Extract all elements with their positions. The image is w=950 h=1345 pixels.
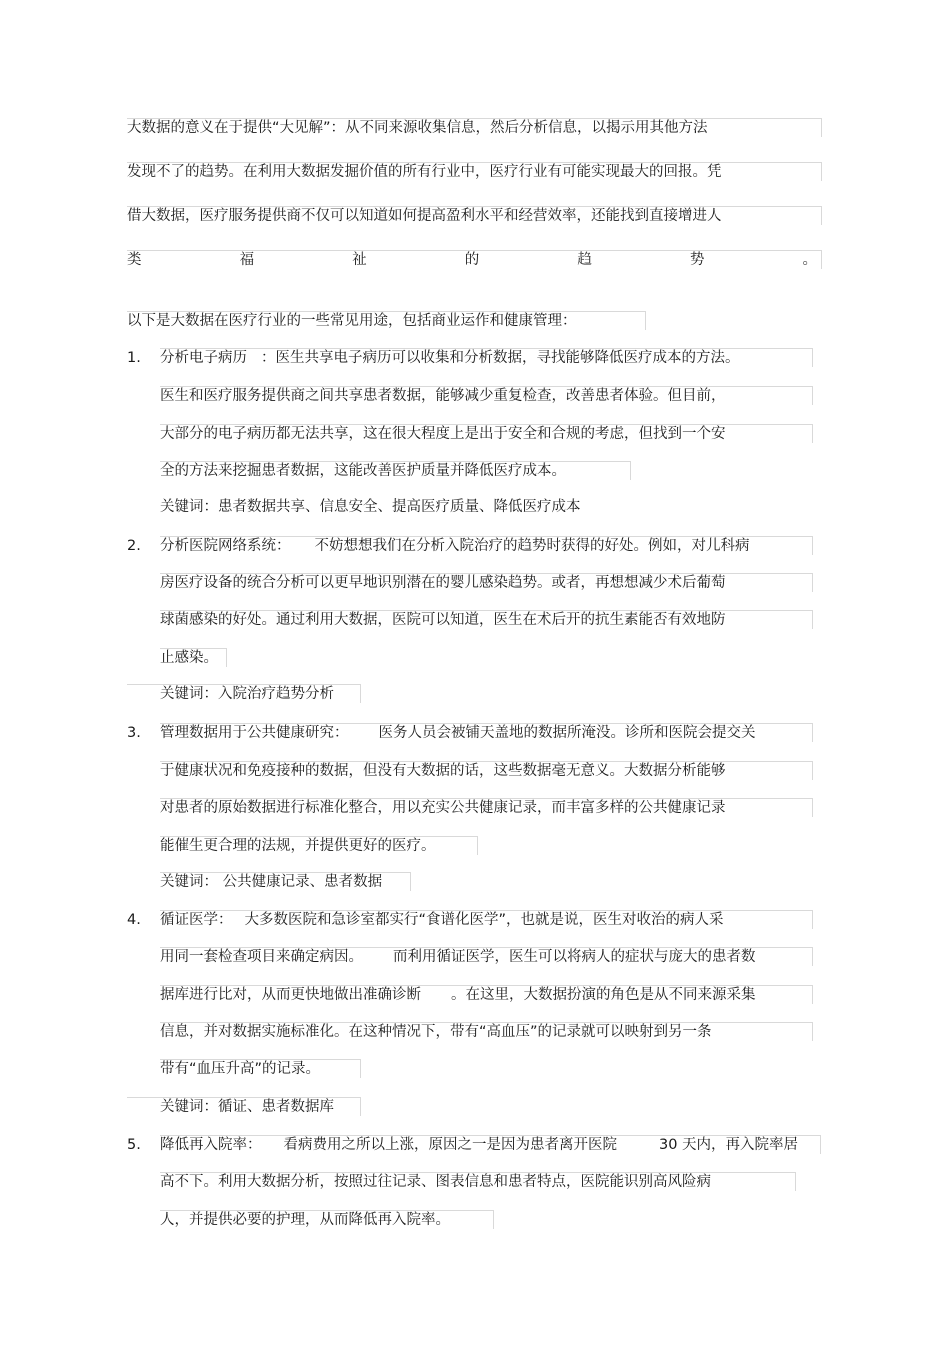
item-title: 分析医院网络系统： bbox=[160, 538, 291, 554]
item-number: 1. bbox=[127, 350, 141, 366]
item-text: 看病费用之所以上涨，原因之一是因为患者离开医院 bbox=[283, 1137, 617, 1153]
intro-line-2: 发现不了的趋势。在利用大数据发掘价值的所有行业中，医疗行业有可能实现最大的回报。凭 bbox=[127, 164, 722, 180]
item-4-first-line bbox=[160, 910, 724, 930]
item-text: 据库进行比对，从而更快地做出准确诊断 bbox=[160, 987, 421, 1003]
intro-line-3: 借大数据，医疗服务提供商不仅可以知道如何提高盈利水平和经营效率，还能找到直接增进人 bbox=[127, 208, 722, 224]
item-line: 医生和医疗服务提供商之间共享患者数据，能够减少重复检查，改善患者体验。但目前， bbox=[160, 388, 726, 404]
item-line: 带有“血压升高”的记录。 bbox=[160, 1061, 321, 1077]
spread-char: 祉 bbox=[352, 252, 367, 268]
item-keywords: 关键词：循证、患者数据库 bbox=[160, 1099, 334, 1115]
spread-char: 福 bbox=[239, 252, 255, 268]
item-line: 全的方法来挖掘患者数据，这能改善医护质量并降低医疗成本。 bbox=[160, 463, 566, 479]
spread-char: 类 bbox=[127, 252, 142, 268]
item-2-first-line bbox=[160, 536, 750, 556]
item-line: 止感染。 bbox=[160, 650, 218, 666]
item-title: 管理数据用于公共健康研究： bbox=[160, 725, 349, 741]
item-text: 而利用循证医学，医生可以将病人的症状与庞大的患者数 bbox=[393, 949, 756, 965]
spread-char: 趋 bbox=[577, 252, 592, 268]
spread-char: 。 bbox=[802, 252, 817, 268]
intro-line-4-justified bbox=[127, 250, 817, 270]
item-3-first-line bbox=[160, 723, 756, 743]
item-line bbox=[160, 947, 756, 967]
item-line: 高不下。利用大数据分析，按照过往记录、图表信息和患者特点，医院能识别高风险病 bbox=[160, 1174, 711, 1190]
item-line: 球菌感染的好处。通过利用大数据，医院可以知道，医生在术后开的抗生素能否有效地防 bbox=[160, 612, 726, 628]
item-line: 对患者的原始数据进行标准化整合，用以充实公共健康记录，而丰富多样的公共健康记录 bbox=[160, 800, 726, 816]
item-number: 4. bbox=[127, 912, 141, 928]
intro-line-1: 大数据的意义在于提供“大见解”：从不同来源收集信息，然后分析信息，以揭示用其他方法 bbox=[127, 120, 708, 136]
item-keywords: 关键词： 公共健康记录、患者数据 bbox=[160, 874, 383, 890]
item-text: 医务人员会被铺天盖地的数据所淹没。诊所和医院会提交关 bbox=[378, 725, 756, 741]
item-line: 能催生更合理的法规，并提供更好的医疗。 bbox=[160, 838, 436, 854]
item-line: 房医疗设备的统合分析可以更早地识别潜在的婴儿感染趋势。或者，再想想减少术后葡萄 bbox=[160, 575, 726, 591]
item-title: 分析电子病历 bbox=[160, 350, 247, 366]
item-line: 信息，并对数据实施标准化。在这种情况下，带有“高血压”的记录就可以映射到另一条 bbox=[160, 1024, 712, 1040]
item-title: 循证医学： bbox=[160, 912, 233, 928]
item-line: 人，并提供必要的护理，从而降低再入院率。 bbox=[160, 1212, 450, 1228]
item-line bbox=[160, 985, 756, 1005]
item-text: 30 天内，再入院率居 bbox=[659, 1137, 799, 1153]
item-title: 降低再入院率： bbox=[160, 1137, 262, 1153]
item-number: 3. bbox=[127, 725, 141, 741]
item-number: 5. bbox=[127, 1137, 141, 1153]
spread-char: 的 bbox=[464, 252, 480, 268]
item-line: 大部分的电子病历都无法共享，这在很大程度上是出于安全和合规的考虑，但找到一个安 bbox=[160, 426, 726, 442]
spread-char: 势 bbox=[689, 252, 705, 268]
item-text: 。在这里，大数据扮演的角色是从不同来源采集 bbox=[451, 987, 756, 1003]
item-text: 不妨想想我们在分析入院治疗的趋势时获得的好处。例如，对儿科病 bbox=[314, 538, 750, 554]
item-text: ：医生共享电子病历可以收集和分析数据，寻找能够降低医疗成本的方法。 bbox=[261, 350, 740, 366]
item-1-first-line bbox=[160, 348, 740, 368]
item-number: 2. bbox=[127, 538, 141, 554]
item-text: 用同一套检查项目来确定病因。 bbox=[160, 949, 363, 965]
lead-text: 以下是大数据在医疗行业的一些常见用途，包括商业运作和健康管理： bbox=[127, 313, 577, 329]
item-line: 于健康状况和免疫接种的数据，但没有大数据的话，这些数据毫无意义。大数据分析能够 bbox=[160, 763, 726, 779]
item-keywords: 关键词：患者数据共享、信息安全、提高医疗质量、降低医疗成本 bbox=[160, 499, 581, 515]
item-keywords: 关键词：入院治疗趋势分析 bbox=[160, 686, 334, 702]
item-5-first-line bbox=[160, 1135, 798, 1155]
item-text: 大多数医院和急诊室都实行“食谱化医学”，也就是说，医生对收治的病人采 bbox=[244, 912, 724, 928]
